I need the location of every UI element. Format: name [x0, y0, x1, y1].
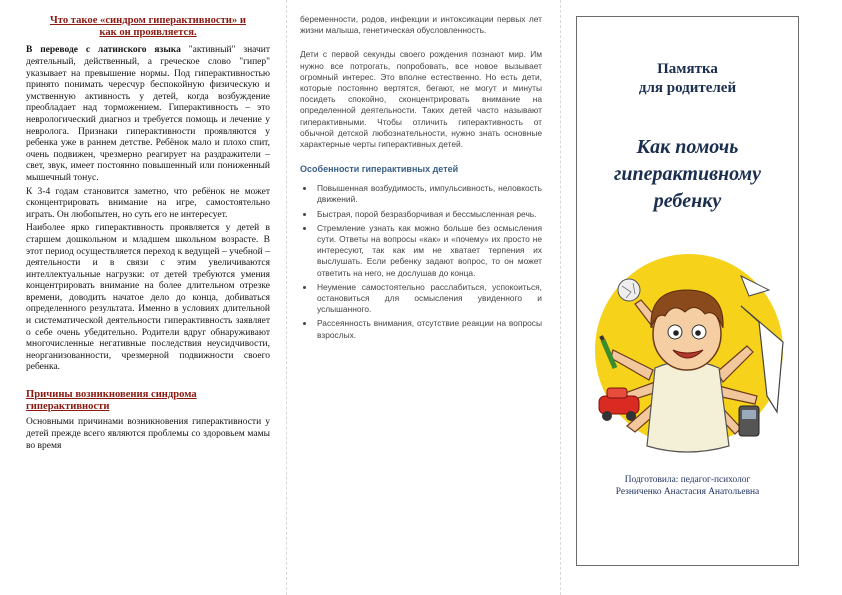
heading-causes	[26, 389, 270, 413]
paragraph-age: К 3-4 годам становится заметно, что ребёнок не может сконцентрировать внимание на игре, самостоятельно играть. Он любопытен, но суть его не интересует.	[26, 186, 270, 220]
heading-line: гиперактивности	[26, 401, 110, 413]
paragraph-children-explore: Дети с первой секунды своего рождения познают мир. Им нужно все потрогать, попробовать, все новое вызывает огромный интерес. Это вполне естественно. Но есть дети, которые постоянно вертятся, бегают, не могут и минуты посидеть спокойно, сконцентрировать внимание на определенной деятельности. Таких детей часто называют гиперактивными. Чтобы отличить гиперактивность от обычной детской любознательности, нужно знать основные характерные черты гиперактивных детей.	[300, 49, 542, 150]
intro-bold: В переводе с латинского языка	[26, 45, 181, 56]
title-line: ребенку	[653, 190, 722, 212]
list-item: • Рассеянность внимания, отсутствие реакции на вопросы взрослых.	[315, 318, 542, 340]
list-item: • Неумение самостоятельно расслабиться, успокоиться, остановиться для осмысления увиденного и услышанного.	[315, 282, 542, 316]
title-line: Как помочь	[636, 136, 739, 158]
paragraph-school: Наиболее ярко гиперактивность проявляется у детей в старшем дошкольном и младшем школьном возрасте. В этот период осуществляется переход к ведущей – учебной – деятельности и в связи с этим увеличиваются интеллектуальные нагрузки: от детей требуются умения концентрировать внимание на более длительном отрезке времени, доводить начатое дело до конца, добиваться определенного результата. Именно в условиях длительной и систематической деятельности гиперактивность заявляет о себе очень убедительно. Родители вдруг обнаруживают многочисленные негативные последствия неусидчивости, неорганизованности, чрезмерной подвижности своего ребенка.	[26, 223, 270, 373]
intro-text: "активный" значит деятельный, действенный, а греческое слово "гипер" указывает на превышение нормы. Под гиперактивностью принято понимать чересчур беспокойную физическую и умственную активность у детей, когда возбуждение преобладает над торможением. Гиперактивность – это неврологический диагноз и требуется помощь и лечение у невролога. Признаки гиперактивности проявляются у ребенка уже в раннем детстве. Ребёнок мало и плохо спит, очень подвижен, чрезмерно реагирует на раздражители – свет, звук, имеет постоянно повышенный или пониженный мышечный тонус.	[26, 45, 271, 183]
heading-line: Причины возникновения синдрома	[26, 389, 197, 401]
list-item: • Быстрая, порой безразборчивая и бессмысленная речь.	[315, 209, 542, 220]
paragraph-continuation: беременности, родов, инфекции и интоксикации первых лет жизни малыша, генетическая обусловленность.	[300, 14, 542, 36]
author-line: Подготовила: педагог-психолог	[624, 475, 751, 485]
heading-line: Что такое «синдром гиперактивности» и	[50, 15, 246, 26]
paragraph-causes: Основными причинами возникновения гиперактивности у детей прежде всего являются проблемы со здоровьем мамы во время	[26, 417, 270, 451]
heading-what-is	[26, 15, 270, 39]
list-item: • Повышенная возбудимость, импульсивность, неловкость движений.	[315, 183, 542, 205]
memo-line: для родителей	[638, 80, 737, 96]
cover-main-title	[577, 134, 798, 215]
hyperactive-child-illustration-icon	[591, 246, 787, 460]
intro-paragraph	[26, 45, 270, 184]
title-line: гиперактивному	[614, 163, 761, 185]
heading-features: Особенности гиперактивных детей	[300, 164, 459, 175]
heading-line: как он проявляется.	[99, 27, 197, 39]
fold-line-1	[286, 0, 287, 595]
features-list	[300, 183, 542, 341]
column-middle	[300, 0, 542, 344]
memo-line: Памятка	[657, 61, 718, 77]
column-left	[26, 0, 270, 452]
author-line: Резниченко Анастасия Анатольевна	[615, 487, 760, 497]
memo-title	[577, 60, 798, 98]
fold-line-2	[560, 0, 561, 595]
cover-panel	[576, 16, 799, 566]
list-item: • Стремление узнать как можно больше без осмысления сути. Ответы на вопросы «как» и «почему» их просто не интересуют, так как им не хватает терпения их выслушать. Если ребенку задают вопрос, то он может ответить на него, не дослушав до конца.	[315, 223, 542, 279]
author-credit	[577, 474, 798, 498]
